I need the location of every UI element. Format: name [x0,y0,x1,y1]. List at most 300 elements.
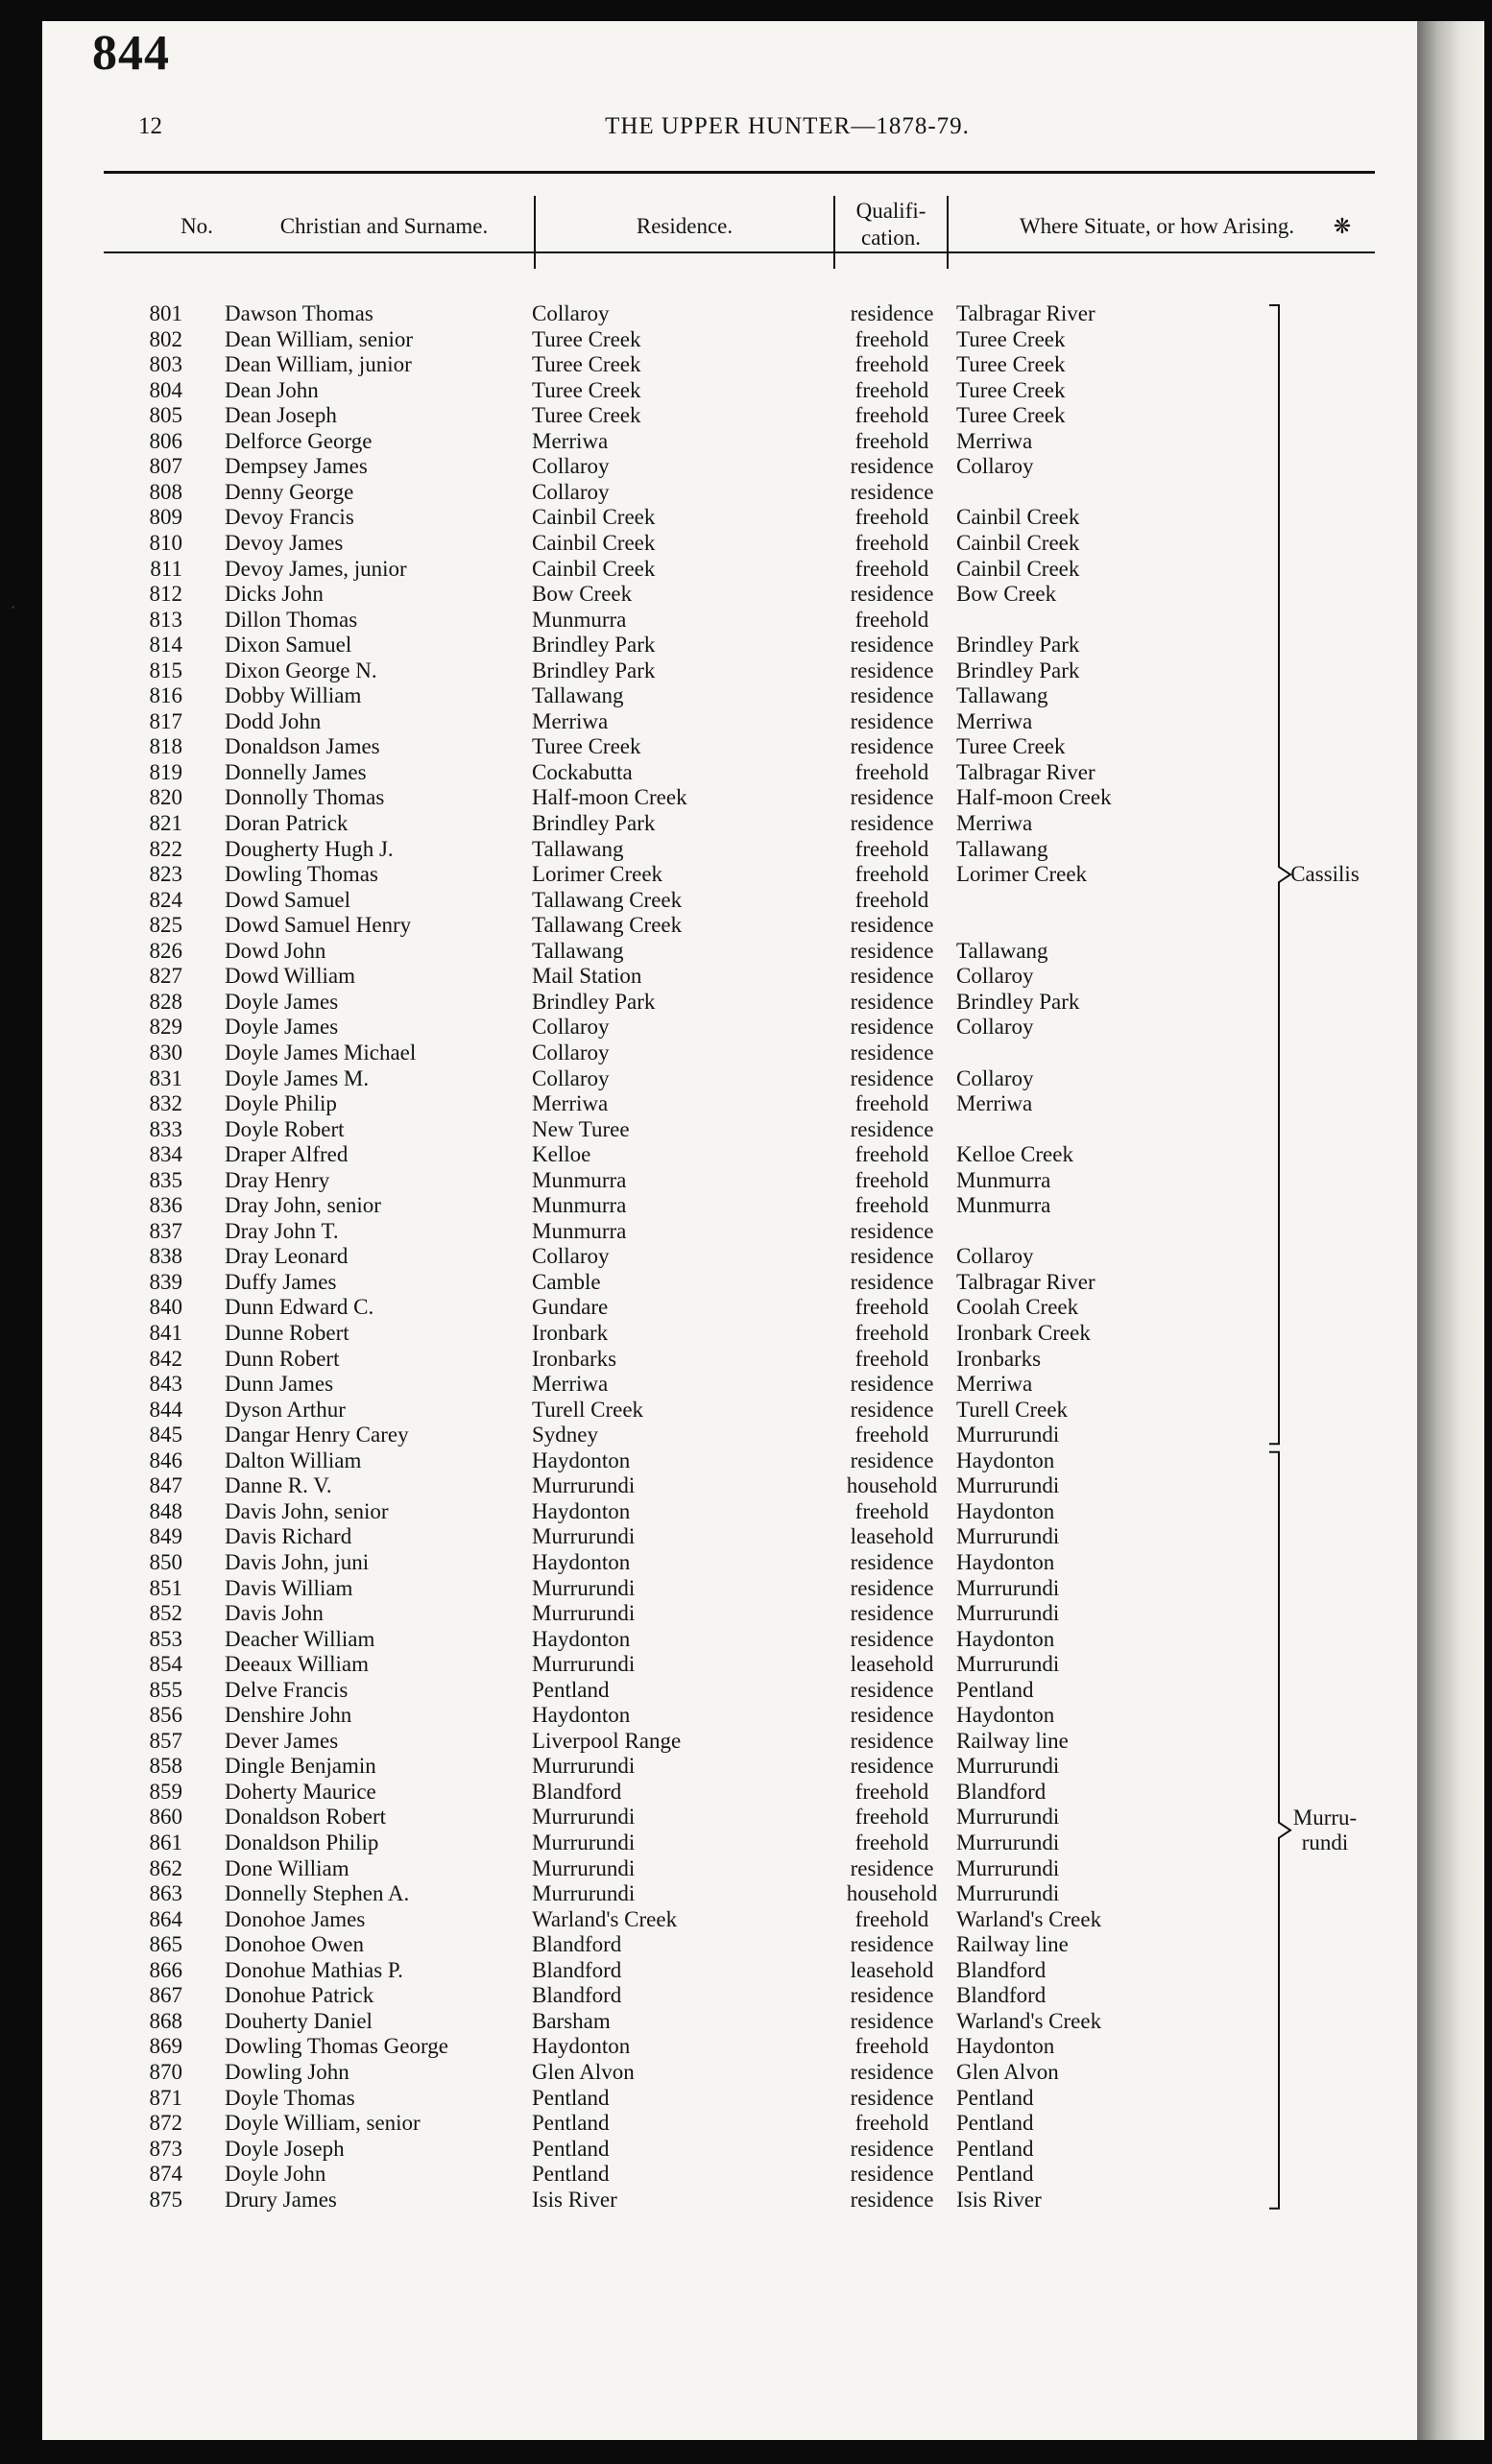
elector-qualification: residence [850,1447,934,1472]
elector-name: Donohue Patrick [225,1983,374,2008]
elector-qualification: residence [850,1549,934,1574]
elector-number: 855 [149,1677,182,1702]
elector-residence: Cockabutta [532,759,633,784]
elector-name: Doyle Robert [225,1116,345,1141]
elector-name: Doyle John [225,2162,326,2187]
elector-number: 825 [149,913,182,938]
elector-qualification: residence [850,1015,934,1040]
elector-qualification: leasehold [850,1524,934,1549]
elector-residence: Collaroy [532,1244,610,1269]
elector-property: Turee Creek [956,326,1066,351]
elector-name: Dean John [225,377,319,402]
elector-number: 875 [149,2187,182,2212]
elector-name: Draper Alfred [225,1142,349,1167]
elector-property: Pentland [956,2136,1034,2161]
elector-qualification: residence [850,2059,934,2084]
page-number: 12 [138,113,162,139]
elector-property: Murrurundi [956,1830,1060,1854]
elector-property: Turee Creek [956,352,1066,377]
elector-number: 829 [149,1015,182,1040]
elector-qualification: freehold [854,759,929,784]
elector-name: Danne R. V. [225,1473,332,1498]
elector-number: 810 [149,530,182,555]
elector-number: 833 [149,1116,182,1141]
elector-number: 872 [149,2111,182,2136]
elector-number: 852 [149,1601,182,1626]
elector-name: Dunne Robert [225,1321,349,1345]
elector-residence: Murrurundi [532,1601,636,1626]
elector-name: Donaldson James [225,734,380,759]
elector-qualification: freehold [854,1423,929,1447]
elector-number: 842 [149,1346,182,1371]
elector-number: 804 [149,377,182,402]
elector-residence: Collaroy [532,1015,610,1040]
elector-property: Haydonton [956,1703,1055,1728]
elector-residence: Collaroy [532,301,610,325]
elector-property: Glen Alvon [956,2059,1059,2084]
elector-property: Murrurundi [956,1881,1060,1906]
elector-residence: Turee Creek [532,352,641,377]
elector-property: Warland's Creek [956,1906,1102,1931]
elector-name: Dixon Samuel [225,633,352,658]
elector-name: Deeaux William [225,1652,370,1677]
elector-qualification: residence [850,938,934,963]
elector-property: Talbragar River [956,1269,1095,1294]
elector-residence: Merriwa [532,708,609,733]
elector-name: Dowling Thomas George [225,2034,448,2059]
elector-name: Davis John, juni [225,1549,370,1574]
elector-name: Dingle Benjamin [225,1754,376,1779]
elector-qualification: freehold [854,1142,929,1167]
elector-residence: Glen Alvon [532,2059,635,2084]
elector-property: Pentland [956,2085,1034,2110]
elector-name: Doyle Joseph [225,2136,345,2161]
header-no: No. [180,214,213,238]
elector-name: Dray John T. [225,1218,339,1243]
elector-number: 841 [149,1321,182,1345]
elector-residence: Collaroy [532,1040,610,1065]
elector-qualification: residence [850,1728,934,1753]
elector-number: 867 [149,1983,182,2008]
elector-residence: Blandford [532,1957,622,1982]
elector-residence: Brindley Park [532,633,656,658]
elector-property: Murrurundi [956,1855,1060,1880]
elector-number: 853 [149,1626,182,1651]
elector-qualification: freehold [854,1779,929,1804]
elector-qualification: residence [850,2162,934,2187]
elector-property: Talbragar River [956,301,1095,325]
elector-property: Pentland [956,2162,1034,2187]
elector-name: Doherty Maurice [225,1779,376,1804]
elector-residence: Pentland [532,2111,610,2136]
elector-number: 807 [149,454,182,479]
elector-residence: Kelloe [532,1142,591,1167]
elector-number: 865 [149,1932,182,1957]
elector-qualification: residence [850,2187,934,2212]
elector-name: Dowd John [225,938,326,963]
elector-qualification: freehold [854,887,929,912]
elector-residence: Haydonton [532,1703,631,1728]
elector-qualification: residence [850,1269,934,1294]
elector-residence: Munmurra [532,1218,627,1243]
elector-name: Doyle James M. [225,1065,370,1090]
elector-property: Blandford [956,1957,1047,1982]
elector-residence: Munmurra [532,1167,627,1192]
elector-name: Davis John [225,1601,324,1626]
elector-number: 827 [149,964,182,989]
elector-residence: Collaroy [532,479,610,504]
elector-qualification: residence [850,1983,934,2008]
elector-property: Cainbil Creek [956,530,1080,555]
elector-property: Collaroy [956,964,1034,989]
elector-number: 813 [149,607,182,632]
elector-property: Lorimer Creek [956,862,1088,887]
header-name: Christian and Surname. [279,214,489,238]
elector-qualification: freehold [854,1498,929,1523]
elector-qualification: freehold [854,556,929,581]
elector-number: 818 [149,734,182,759]
elector-number: 849 [149,1524,182,1549]
elector-name: Duffy James [225,1269,337,1294]
elector-qualification: residence [850,1244,934,1269]
elector-residence: Barsham [532,2008,611,2033]
elector-residence: Pentland [532,1677,610,1702]
elector-property: Coolah Creek [956,1295,1079,1320]
elector-qualification: freehold [854,1167,929,1192]
elector-number: 838 [149,1244,182,1269]
elector-name: Delforce George [225,428,373,453]
elector-qualification: freehold [854,326,929,351]
elector-qualification: freehold [854,836,929,861]
elector-residence: Murrurundi [532,1830,636,1854]
elector-number: 801 [149,301,182,325]
elector-property: Warland's Creek [956,2008,1102,2033]
elector-property: Haydonton [956,1447,1055,1472]
elector-number: 808 [149,479,182,504]
elector-residence: Cainbil Creek [532,556,656,581]
elector-name: Donnelly Stephen A. [225,1881,410,1906]
elector-number: 859 [149,1779,182,1804]
margin-mark: · [10,595,17,619]
elector-name: Dillon Thomas [225,607,358,632]
elector-number: 866 [149,1957,182,1982]
elector-name: Denny George [225,479,354,504]
elector-residence: Bow Creek [532,582,633,607]
elector-name: Devoy Francis [225,505,354,530]
elector-residence: Murrurundi [532,1652,636,1677]
elector-number: 819 [149,759,182,784]
elector-qualification: freehold [854,428,929,453]
elector-property: Turell Creek [956,1397,1069,1422]
elector-property: Tallawang [956,938,1048,963]
elector-number: 812 [149,582,182,607]
elector-number: 811 [150,556,182,581]
elector-property: Turee Creek [956,403,1066,428]
elector-number: 821 [149,811,182,835]
elector-name: Dowd Samuel [225,887,350,912]
elector-qualification: residence [850,1932,934,1957]
elector-qualification: residence [850,479,934,504]
elector-residence: Pentland [532,2085,610,2110]
elector-qualification: residence [850,1218,934,1243]
elector-name: Dever James [225,1728,339,1753]
elector-qualification: residence [850,785,934,810]
elector-number: 848 [149,1498,182,1523]
elector-qualification: freehold [854,505,929,530]
elector-residence: Haydonton [532,1447,631,1472]
elector-qualification: residence [850,1065,934,1090]
elector-residence: Gundare [532,1295,609,1320]
elector-qualification: residence [850,964,934,989]
elector-residence: Tallawang [532,836,624,861]
elector-residence: Lorimer Creek [532,862,663,887]
elector-qualification: freehold [854,862,929,887]
elector-name: Donaldson Robert [225,1805,387,1830]
elector-name: Davis Richard [225,1524,352,1549]
elector-property: Turee Creek [956,377,1066,402]
elector-qualification: freehold [854,2111,929,2136]
elector-number: 809 [149,505,182,530]
elector-name: Drury James [225,2187,337,2212]
elector-residence: Tallawang Creek [532,913,683,938]
elector-residence: Merriwa [532,1372,609,1397]
header-qualification: Qualifi- cation. [855,199,926,250]
elector-number: 805 [149,403,182,428]
elector-name: Dowling Thomas [225,862,378,887]
elector-number: 830 [149,1040,182,1065]
elector-name: Douherty Daniel [225,2008,373,2033]
elector-qualification: residence [850,1855,934,1880]
elector-property: Bow Creek [956,582,1057,607]
elector-number: 835 [149,1167,182,1192]
elector-number: 858 [149,1754,182,1779]
elector-property: Merriwa [956,1372,1033,1397]
elector-name: Dray Henry [225,1167,330,1192]
elector-residence: Turee Creek [532,326,641,351]
elector-residence: Murrurundi [532,1805,636,1830]
elector-residence: Brindley Park [532,989,656,1014]
elector-qualification: freehold [854,530,929,555]
elector-property: Railway line [956,1728,1069,1753]
elector-residence: Merriwa [532,1091,609,1116]
elector-qualification: residence [850,734,934,759]
elector-property: Murrurundi [956,1601,1060,1626]
elector-property: Merriwa [956,811,1033,835]
elector-name: Dawson Thomas [225,301,373,325]
elector-qualification: residence [850,683,934,708]
elector-qualification: residence [850,1601,934,1626]
elector-qualification: freehold [854,1805,929,1830]
elector-number: 845 [149,1423,182,1447]
elector-name: Dodd John [225,708,322,733]
elector-number: 850 [149,1549,182,1574]
elector-residence: Murrurundi [532,1575,636,1600]
elector-name: Doyle James [225,989,339,1014]
elector-number: 864 [149,1906,182,1931]
elector-qualification: freehold [854,2034,929,2059]
elector-qualification: residence [850,454,934,479]
elector-property: Murrurundi [956,1754,1060,1779]
elector-name: Dicks John [225,582,324,607]
elector-number: 816 [149,683,182,708]
elector-residence: Ironbarks [532,1346,617,1371]
elector-property: Collaroy [956,1244,1034,1269]
elector-qualification: freehold [854,1295,929,1320]
elector-number: 863 [149,1881,182,1906]
elector-name: Dunn Edward C. [225,1295,374,1320]
elector-property: Cainbil Creek [956,505,1080,530]
elector-residence: Murrurundi [532,1524,636,1549]
elector-residence: Collaroy [532,454,610,479]
elector-number: 846 [149,1447,182,1472]
elector-qualification: residence [850,633,934,658]
group-label: Cassilis [1290,862,1360,887]
elector-property: Murrurundi [956,1652,1060,1677]
elector-number: 843 [149,1372,182,1397]
elector-residence: Haydonton [532,1498,631,1523]
elector-name: Dean William, senior [225,326,414,351]
elector-property: Haydonton [956,1498,1055,1523]
elector-residence: Ironbark [532,1321,609,1345]
elector-number: 840 [149,1295,182,1320]
elector-property: Merriwa [956,1091,1033,1116]
elector-residence: Sydney [532,1423,598,1447]
elector-name: Doyle James Michael [225,1040,417,1065]
elector-residence: Blandford [532,1779,622,1804]
elector-residence: Cainbil Creek [532,505,656,530]
elector-number: 869 [149,2034,182,2059]
elector-name: Devoy James, junior [225,556,407,581]
elector-property: Blandford [956,1983,1047,2008]
elector-name: Doran Patrick [225,811,349,835]
elector-qualification: residence [850,811,934,835]
elector-property: Tallawang [956,836,1048,861]
elector-qualification: residence [850,1040,934,1065]
elector-name: Donnelly James [225,759,367,784]
elector-residence: Tallawang Creek [532,887,683,912]
elector-qualification: residence [850,2085,934,2110]
elector-residence: Liverpool Range [532,1728,682,1753]
elector-number: 874 [149,2162,182,2187]
elector-residence: Turee Creek [532,403,641,428]
elector-property: Merriwa [956,428,1033,453]
elector-name: Doyle Thomas [225,2085,355,2110]
elector-qualification: freehold [854,1830,929,1854]
elector-number: 873 [149,2136,182,2161]
elector-number: 847 [149,1473,182,1498]
elector-property: Tallawang [956,683,1048,708]
elector-number: 837 [149,1218,182,1243]
elector-name: Dowd Samuel Henry [225,913,412,938]
elector-number: 817 [149,708,182,733]
elector-residence: Turee Creek [532,377,641,402]
elector-property: Talbragar River [956,759,1095,784]
elector-property: Isis River [956,2187,1042,2212]
elector-residence: Isis River [532,2187,617,2212]
elector-name: Dean Joseph [225,403,337,428]
elector-residence: Haydonton [532,2034,631,2059]
elector-qualification: residence [850,1677,934,1702]
elector-property: Haydonton [956,2034,1055,2059]
header-where: Where Situate, or how Arising. [1019,214,1295,238]
elector-property: Murrurundi [956,1805,1060,1830]
page-title: THE UPPER HUNTER—1878-79. [605,113,970,139]
elector-name: Dunn Robert [225,1346,340,1371]
elector-residence: Mail Station [532,964,642,989]
elector-property: Munmurra [956,1167,1051,1192]
elector-name: Donohoe James [225,1906,366,1931]
elector-property: Turee Creek [956,734,1066,759]
elector-name: Doyle James [225,1015,339,1040]
elector-property: Munmurra [956,1193,1051,1218]
group-label: Murru- rundi [1292,1805,1358,1854]
elector-name: Dixon George N. [225,658,377,682]
elector-residence: Munmurra [532,607,627,632]
elector-qualification: leasehold [850,1652,934,1677]
elector-number: 802 [149,326,182,351]
elector-number: 832 [149,1091,182,1116]
elector-name: Davis William [225,1575,353,1600]
elector-name: Delve Francis [225,1677,349,1702]
elector-number: 857 [149,1728,182,1753]
elector-qualification: freehold [854,377,929,402]
elector-qualification: freehold [854,1193,929,1218]
elector-property: Collaroy [956,1015,1034,1040]
elector-property: Murrurundi [956,1524,1060,1549]
elector-residence: New Turee [532,1116,630,1141]
elector-property: Cainbil Creek [956,556,1080,581]
elector-qualification: freehold [854,1906,929,1931]
elector-property: Railway line [956,1932,1069,1957]
header-residence: Residence. [636,214,734,238]
elector-qualification: residence [850,582,934,607]
elector-qualification: residence [850,1754,934,1779]
elector-name: Donohue Mathias P. [225,1957,403,1982]
elector-number: 806 [149,428,182,453]
elector-number: 834 [149,1142,182,1167]
elector-qualification: residence [850,1372,934,1397]
elector-qualification: residence [850,301,934,325]
elector-residence: Tallawang [532,938,624,963]
elector-qualification: freehold [854,403,929,428]
elector-qualification: residence [850,658,934,682]
elector-residence: Brindley Park [532,811,656,835]
elector-qualification: residence [850,1116,934,1141]
elector-residence: Murrurundi [532,1881,636,1906]
elector-property: Ironbarks [956,1346,1042,1371]
folio-number: 844 [92,26,170,81]
elector-number: 814 [149,633,182,658]
elector-number: 820 [149,785,182,810]
elector-qualification: residence [850,2008,934,2033]
elector-property: Murrurundi [956,1575,1060,1600]
elector-residence: Munmurra [532,1193,627,1218]
elector-property: Murrurundi [956,1473,1060,1498]
elector-name: Dean William, junior [225,352,412,377]
elector-name: Dray John, senior [225,1193,381,1218]
elector-residence: Blandford [532,1983,622,2008]
elector-property: Pentland [956,1677,1034,1702]
elector-name: Dougherty Hugh J. [225,836,394,861]
elector-qualification: leasehold [850,1957,934,1982]
elector-residence: Collaroy [532,1065,610,1090]
elector-number: 854 [149,1652,182,1677]
elector-qualification: freehold [854,1346,929,1371]
elector-property: Collaroy [956,1065,1034,1090]
elector-name: Dowd William [225,964,356,989]
elector-name: Deacher William [225,1626,375,1651]
elector-property: Kelloe Creek [956,1142,1073,1167]
